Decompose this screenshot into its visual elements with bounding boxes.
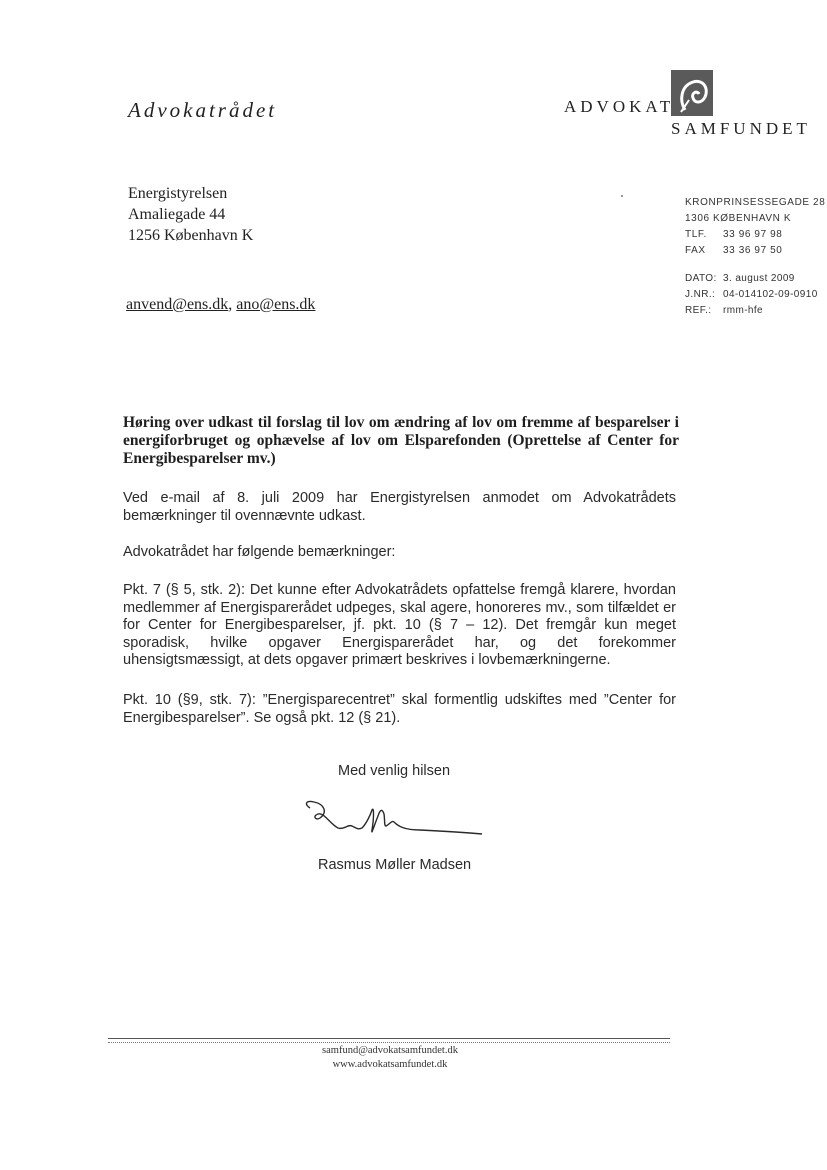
scan-speck — [621, 195, 623, 197]
email-separator: , — [228, 296, 237, 313]
body-paragraph: Pkt. 7 (§ 5, stk. 2): Det kunne efter Advokatrådets opfattelse fremgå klarere, hvordan medlemmer af Energisparerådet udpeges, skal agere, honoreres mv., som tilfældet er for Center for Energibesparelser, jf. pkt. 10 (§ 7 – 12). Det fremgår kun meget sporadisk, hvilke opgaver Energisparerådet har, og det forekommer uhensigtsmæssigt, at dets opgaver primært beskrives i lovbemærkningerne. — [123, 582, 676, 668]
handwritten-signature-icon — [300, 796, 490, 848]
footer-divider — [108, 1042, 670, 1043]
logo-wordmark-line1: ADVOKAT — [564, 97, 675, 116]
body-paragraph: Advokatrådet har følgende bemærkninger: — [123, 544, 396, 560]
sender-address-line: 1306 KØBENHAVN K — [685, 213, 792, 224]
sender-address — [685, 195, 825, 259]
logo-wordmark-line2: SAMFUNDET — [671, 119, 811, 138]
recipient-line: 1256 København K — [128, 227, 254, 244]
journal-label: J.NR.: — [685, 289, 716, 300]
advokatsamfundet-logo-icon — [671, 70, 713, 116]
recipient-line: Amaliegade 44 — [128, 206, 226, 223]
journal-row — [685, 287, 818, 303]
sender-address-line: KRONPRINSESSEGADE 28 — [685, 197, 826, 208]
email-link[interactable]: ano@ens.dk — [236, 296, 316, 313]
closing-greeting: Med venlig hilsen — [338, 763, 451, 779]
footer-contact — [250, 1044, 530, 1072]
date-row — [685, 271, 818, 287]
letter-subject: Høring over udkast til forslag til lov om ændring af lov om fremme af besparelser i energiforbruget og ophævelse af lov om Elsparefonden (Oprettelse af Center for Energibesparelser mv.) — [123, 414, 679, 467]
footer-divider — [108, 1038, 670, 1039]
signer-name: Rasmus Møller Madsen — [318, 857, 472, 873]
fax-label: FAX — [685, 245, 706, 256]
recipient-emails — [126, 296, 315, 314]
footer-email[interactable]: samfund@advokatsamfundet.dk — [322, 1045, 458, 1056]
reference-row — [685, 303, 818, 319]
journal-value: 04-014102-09-0910 — [723, 289, 818, 300]
letter-metadata — [685, 271, 818, 319]
sender-fax — [685, 243, 825, 259]
phone-label: TLF. — [685, 229, 707, 240]
body-paragraph: Pkt. 10 (§9, stk. 7): ”Energisparecentret” skal formentlig udskiftes med ”Center for Energibesparelser”. Se også pkt. 12 (§ 21). — [123, 692, 676, 726]
footer-website[interactable]: www.advokatsamfundet.dk — [332, 1059, 448, 1070]
body-paragraph: Ved e-mail af 8. juli 2009 har Energistyrelsen anmodet om Advokatrådets bemærkninger til ovennævnte udkast. — [123, 490, 676, 524]
date-value: 3. august 2009 — [723, 273, 795, 284]
fax-value: 33 36 97 50 — [723, 245, 783, 256]
reference-label: REF.: — [685, 305, 712, 316]
recipient-address — [128, 183, 253, 246]
reference-value: rmm-hfe — [723, 305, 764, 316]
sender-phone — [685, 227, 825, 243]
email-link[interactable]: anvend@ens.dk — [126, 296, 229, 313]
letterhead-name: Advokatrådet — [128, 98, 278, 122]
date-label: DATO: — [685, 273, 717, 284]
recipient-line: Energistyrelsen — [128, 185, 228, 202]
phone-value: 33 96 97 98 — [723, 229, 783, 240]
